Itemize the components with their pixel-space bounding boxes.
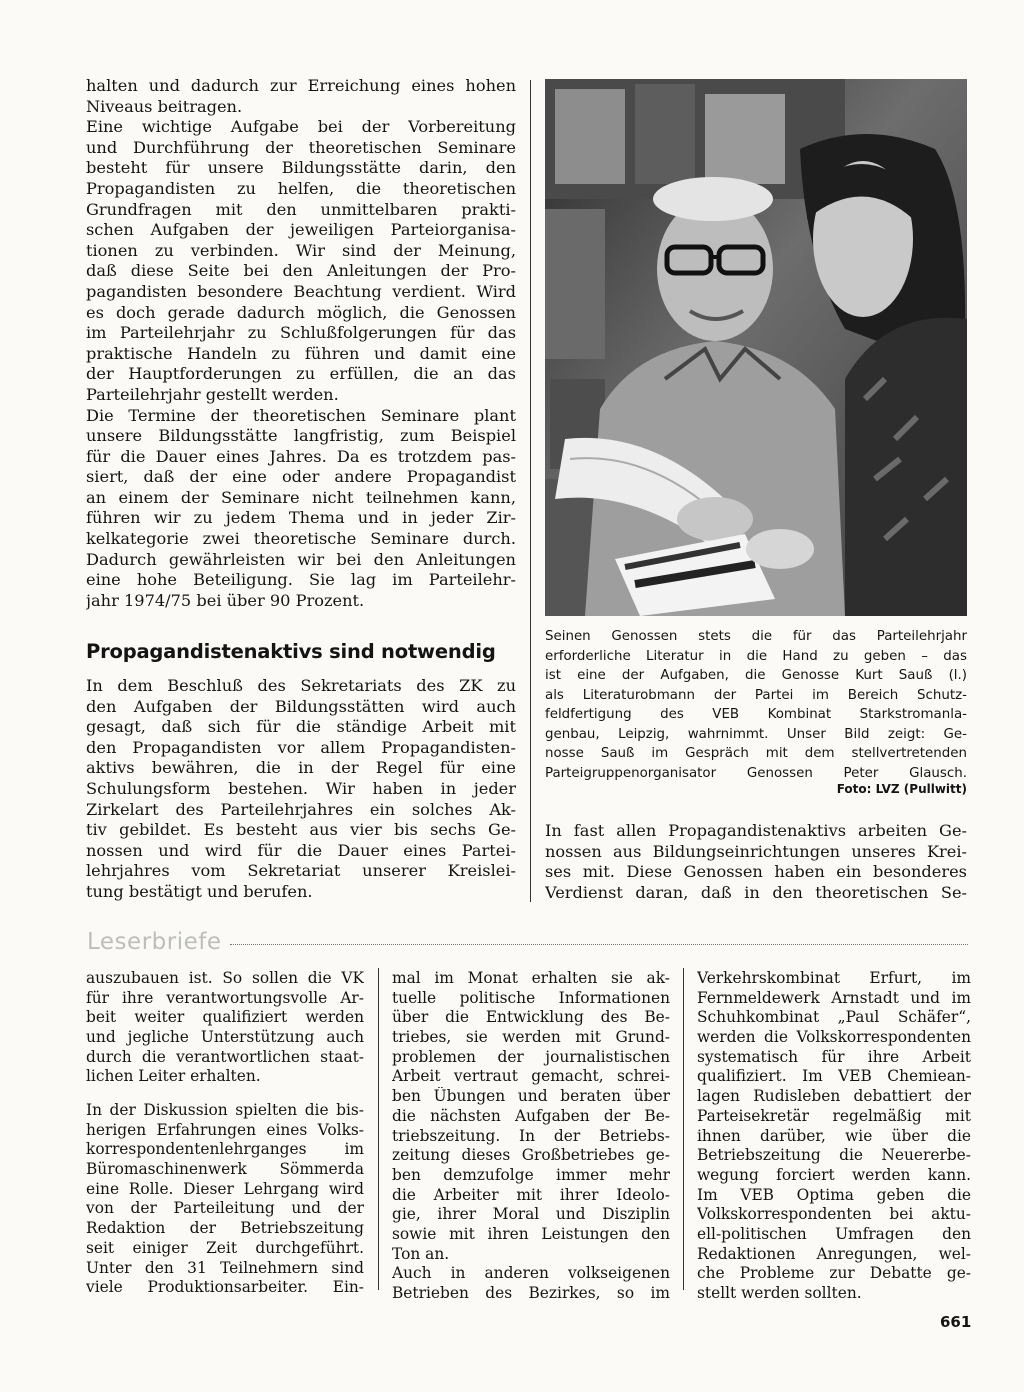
text-line: Die Termine der theoretischen Seminare plant xyxy=(86,405,516,425)
text-line: jahr 1974/75 bei über 90 Prozent. xyxy=(86,590,365,610)
text-line: die Arbeiter mit ihrer Ideolo- xyxy=(392,1185,670,1204)
text-line: Redaktionen Anregungen, wel- xyxy=(697,1244,971,1263)
text-line: über die Entwicklung des Be- xyxy=(392,1008,670,1027)
text-line: gesagt, daß sich für die ständige Arbeit mit xyxy=(86,717,516,737)
text-line: Büromaschinenwerk Sömmerda xyxy=(86,1160,364,1179)
text-line: viele Produktionsarbeiter. Ein- xyxy=(86,1278,364,1297)
text-line: nossen und wird für die Dauer eines Partei- xyxy=(86,840,516,860)
text-line: mal im Monat erhalten sie ak- xyxy=(392,969,670,987)
text-line: und jegliche Unterstützung auch xyxy=(86,1028,364,1047)
text-line: eine Rolle. Dieser Lehrgang wird xyxy=(86,1179,364,1198)
text-line: ell-politischen Umfragen den xyxy=(697,1224,971,1243)
text-line: Seinen Genossen stets die für das Parteilehrjahr xyxy=(545,629,967,644)
text-line: seit einiger Zeit durchgeführt. xyxy=(86,1238,364,1257)
text-line: qualifiziert. Im VEB Chemiean- xyxy=(697,1067,971,1086)
text-line: wegung forciert werden kann. xyxy=(697,1165,971,1184)
text-line: systematisch für ihre Arbeit xyxy=(697,1047,971,1066)
text-line: durch die verantwortlichen staat- xyxy=(86,1047,364,1066)
text-line: für ihre verantwortungsvolle Ar- xyxy=(86,988,364,1007)
photo-illustration xyxy=(545,79,967,616)
text-line: che Probleme zur Debatte ge- xyxy=(697,1264,971,1283)
text-line: ihnen darüber, wie über die xyxy=(697,1126,971,1145)
text-line: besteht für unsere Bildungsstätte darin, den xyxy=(86,158,516,178)
text-line: Im VEB Optima geben die xyxy=(697,1185,971,1204)
text-line: der Hauptforderungen zu erfüllen, die an das xyxy=(86,364,516,384)
text-line: Schulungsform bestehen. Wir haben in jeder xyxy=(86,778,516,798)
text-line: Auch in anderen volkseigenen xyxy=(392,1264,670,1283)
text-line: beit weiter qualifiziert werden xyxy=(86,1008,364,1027)
column-rule-2 xyxy=(378,968,379,1290)
text-line: Redaktion der Betriebszeitung xyxy=(86,1219,364,1238)
text-line: feldfertigung des VEB Kombinat Starkstromanla- xyxy=(545,707,967,722)
text-line: Unter den 31 Teilnehmern sind xyxy=(86,1258,364,1277)
text-line: Betriebszeitung die Neuererbe- xyxy=(697,1146,971,1165)
text-line: Zirkelart des Parteilehrjahres ein solches Ak- xyxy=(86,799,516,819)
text-line: den Propagandisten vor allem Propagandisten- xyxy=(86,737,516,757)
article-text-right xyxy=(545,821,967,903)
text-line: In der Diskussion spielten die bis- xyxy=(86,1101,364,1119)
text-line: den Aufgaben der Bildungsstätten wird auch xyxy=(86,696,516,716)
text-line: korrespondentenlehrganges im xyxy=(86,1140,364,1159)
text-line: triebes, sie werden mit Grund- xyxy=(392,1028,670,1047)
text-line: lagen Rudisleben debattiert der xyxy=(697,1087,971,1106)
text-line: tung bestätigt und berufen. xyxy=(86,881,313,901)
letters-column-1b xyxy=(86,1101,364,1298)
text-line: In fast allen Propagandistenaktivs arbeiten Ge- xyxy=(545,821,967,840)
text-line: Fernmeldewerk Arnstadt und im xyxy=(697,988,971,1007)
text-line: herigen Erfahrungen eines Volks- xyxy=(86,1120,364,1139)
text-line: stellt werden sollten. xyxy=(697,1284,862,1302)
text-line: Niveaus beitragen. xyxy=(86,96,243,116)
text-line: nossen aus Bildungseinrichtungen unseres Krei- xyxy=(545,841,967,861)
text-line: daß diese Seite bei den Anleitungen der Pro- xyxy=(86,261,516,281)
photo-caption xyxy=(545,627,967,783)
text-line: Parteigruppenorganisator Genossen Peter Glausch. xyxy=(545,765,967,781)
text-line: aktivs bewähren, die in der Regel für eine xyxy=(86,758,516,778)
section-label-leserbriefe: Leserbriefe xyxy=(87,929,222,955)
text-line: sowie mit ihren Leistungen den xyxy=(392,1224,670,1243)
text-line: tuelle politische Informationen xyxy=(392,988,670,1007)
text-line: im Parteilehrjahr zu Schlußfolgerungen für das xyxy=(86,323,516,343)
text-line: triebszeitung. In der Betriebs- xyxy=(392,1126,670,1145)
text-line: problemen der journalistischen xyxy=(392,1047,670,1066)
text-line: ben Übungen und beraten über xyxy=(392,1087,670,1106)
section-heading: Propagandistenaktivs sind notwendig xyxy=(86,640,496,663)
text-line: Verkehrskombinat Erfurt, im xyxy=(697,969,971,987)
letters-column-2 xyxy=(392,969,670,1304)
text-line: nosse Sauß im Gespräch mit dem stellvertretenden xyxy=(545,746,967,761)
text-line: führen wir zu jedem Thema und in jeder Zir- xyxy=(86,508,516,528)
text-line: lichen Leiter erhalten. xyxy=(86,1067,261,1086)
text-line: kelkategorie zwei theoretische Seminare durch. xyxy=(86,529,516,549)
text-line: tiv gebildet. Es besteht aus vier bis sechs Ge- xyxy=(86,820,516,840)
section-divider xyxy=(230,944,968,945)
text-line: lehrjahres vom Sekretariat unserer Kreislei- xyxy=(86,861,516,881)
text-line: tionen zu verbinden. Wir sind der Meinung, xyxy=(86,240,516,260)
text-line: Grundfragen mit den unmittelbaren prakti- xyxy=(86,199,516,219)
text-line: an einem der Seminare nicht teilnehmen kann, xyxy=(86,487,516,507)
text-line: Verdienst daran, daß in den theoretischen Se- xyxy=(545,882,967,902)
text-line: Arbeit vertraut gemacht, schrei- xyxy=(392,1067,670,1086)
text-line: zeitung dieses Großbetriebes ge- xyxy=(392,1146,670,1165)
text-line: Volkskorrespondenten bei aktu- xyxy=(697,1205,971,1224)
text-line: eine hohe Beteiligung. Sie lag im Parteilehr- xyxy=(86,570,516,590)
text-line: Eine wichtige Aufgabe bei der Vorbereitung xyxy=(86,117,516,137)
text-line: auszubauen ist. So sollen die VK xyxy=(86,969,364,987)
text-line: Parteisekretär regelmäßig mit xyxy=(697,1106,971,1125)
text-line: und Durchführung der theoretischen Seminare xyxy=(86,137,516,157)
text-line: erforderliche Literatur in die Hand zu geben – das xyxy=(545,648,967,664)
text-line: Parteilehrjahr gestellt werden. xyxy=(86,384,339,404)
article-text-bottom xyxy=(86,676,516,903)
article-text-top xyxy=(86,76,516,611)
text-line: ses mit. Diese Genossen haben ein besonderes xyxy=(545,862,967,882)
text-line: ist eine der Aufgaben, die Genosse Kurt Sauß (l.) xyxy=(545,668,967,683)
page-number: 661 xyxy=(940,1313,972,1331)
text-line: die nächsten Aufgaben der Be- xyxy=(392,1106,670,1125)
text-line: In dem Beschluß des Sekretariats des ZK zu xyxy=(86,676,516,695)
text-line: halten und dadurch zur Erreichung eines hohen xyxy=(86,76,516,95)
text-line: werden die Volkskorrespondenten xyxy=(697,1028,971,1047)
photo xyxy=(545,79,967,616)
text-line: genbau, Leipzig, wahrnimmt. Unser Bild zeigt: Ge- xyxy=(545,726,967,742)
text-line: für die Dauer eines Jahres. Da es trotzdem pas- xyxy=(86,446,516,466)
text-line: schen Aufgaben der jeweiligen Parteiorganisa- xyxy=(86,220,516,240)
letters-column-3 xyxy=(697,969,971,1304)
text-line: praktische Handeln zu führen und damit eine xyxy=(86,343,516,363)
text-line: Propagandisten zu helfen, die theoretischen xyxy=(86,178,516,198)
text-line: gie, ihrer Moral und Disziplin xyxy=(392,1205,670,1224)
text-line: pagandisten besondere Beachtung verdient. Wird xyxy=(86,281,516,301)
text-line: Betrieben des Bezirkes, so im xyxy=(392,1284,670,1302)
text-line: es doch gerade dadurch möglich, die Genossen xyxy=(86,302,516,322)
text-line: als Literaturobmann der Partei im Bereich Schutz- xyxy=(545,687,967,703)
text-line: ben demzufolge immer mehr xyxy=(392,1165,670,1184)
text-line: Dadurch gewährleisten wir bei den Anleitungen xyxy=(86,549,516,569)
text-line: Ton an. xyxy=(392,1244,450,1263)
text-line: von der Parteileitung und der xyxy=(86,1199,364,1218)
text-line: siert, daß der eine oder andere Propagandist xyxy=(86,467,516,487)
photo-credit: Foto: LVZ (Pullwitt) xyxy=(836,782,967,796)
letters-column-1a xyxy=(86,969,364,1087)
text-line: Schuhkombinat „Paul Schäfer“, xyxy=(697,1008,971,1027)
column-rule-3 xyxy=(683,968,684,1290)
text-line: unsere Bildungsstätte langfristig, zum Beispiel xyxy=(86,426,516,446)
column-rule xyxy=(530,80,531,902)
